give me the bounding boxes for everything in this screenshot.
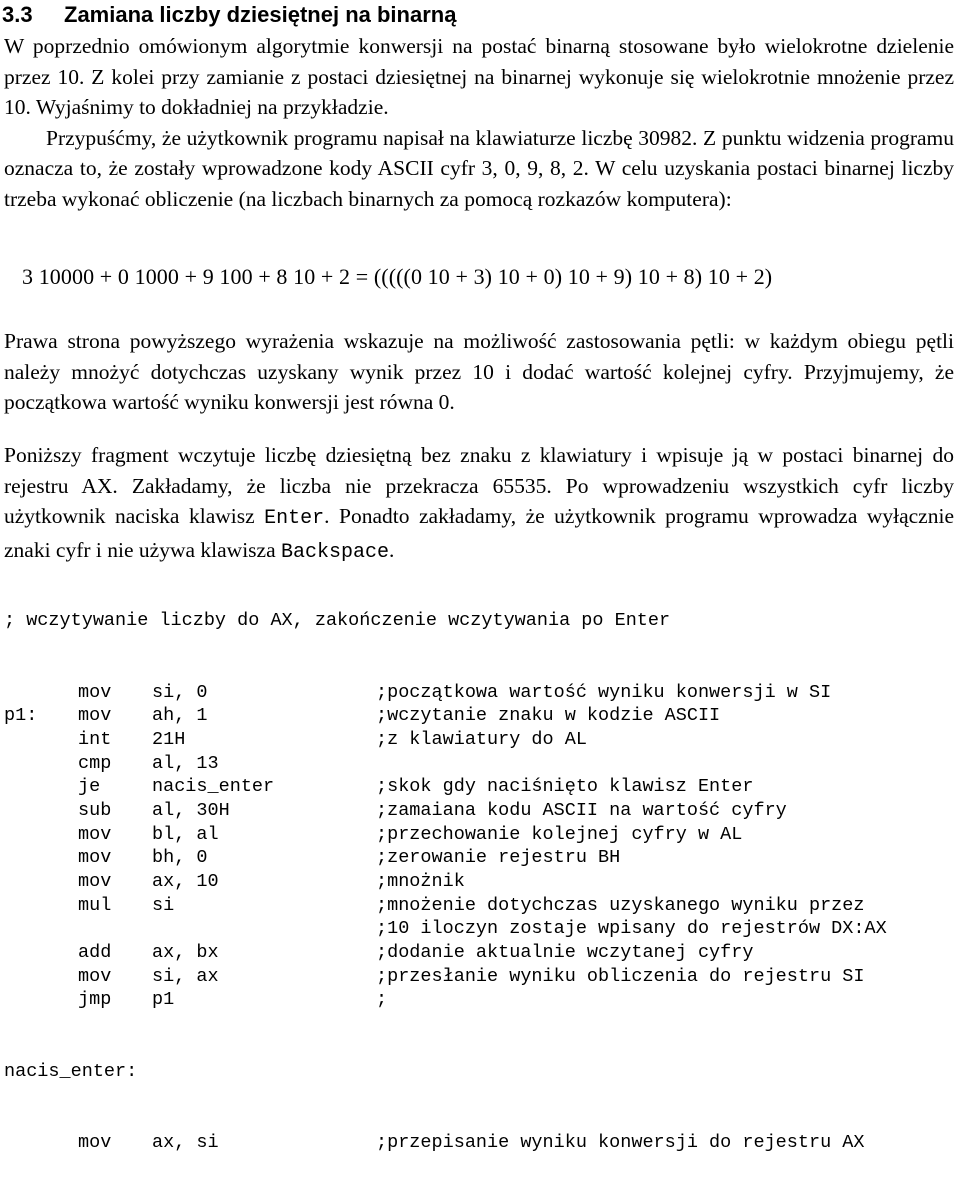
code-comment: ; <box>376 989 388 1011</box>
code-mnemonic: mov <box>78 871 112 892</box>
code-line <box>4 728 887 752</box>
code-mnemonic: mov <box>78 705 112 727</box>
code-operands: si, 0 <box>152 681 208 703</box>
section-number: 3.3 <box>2 2 33 27</box>
code-comment: ;przechowanie kolejnej cyfry w AL <box>376 823 743 845</box>
code-line <box>4 775 887 799</box>
code-line <box>4 965 887 989</box>
code-line <box>4 799 887 823</box>
fragment-text-before-enter: Poniższy fragment wczytuje liczbę dziesiętną bez znaku z klawiatury i wpisuje ją w postaci binarnej do rejestru AX. Zakładamy, że liczba nie przekracza 65535. Po wprowadzeniu wszystkich cyfr liczby użytkownik naciska klawisz <box>4 443 954 529</box>
code-comment: ;z klawiatury do AL <box>376 728 587 750</box>
code-comment: ;mnożnik <box>376 871 465 892</box>
intro-text: W poprzednio omówionym algorytmie konwersji na postać binarną stosowane było wielokrotne dzielenie przez 10. Z kolei przy zamianie z postaci dziesiętnej na binarnej wykonuje się wielokrotnie mnożenie przez 10. Wyjaśnimy to dokładniej na przykładzie. <box>4 34 954 120</box>
code-listing <box>4 562 887 1202</box>
code-mnemonic: cmp <box>78 752 112 774</box>
code-operands: al, 13 <box>152 752 219 774</box>
code-line <box>4 704 887 728</box>
code-mnemonic: mov <box>78 681 112 703</box>
code-mnemonic: mov <box>78 965 112 987</box>
code-operands: nacis_enter <box>152 776 275 798</box>
code-operands: ax, bx <box>152 942 219 964</box>
code-mnemonic: sub <box>78 799 112 821</box>
code-operands: ah, 1 <box>152 705 208 727</box>
code-operands: p1 <box>152 989 175 1011</box>
fragment-paragraph <box>4 440 954 568</box>
formula: 3 10000 + 0 1000 + 9 100 + 8 10 + 2 = (((((0 10 + 3) 10 + 0) 10 + 9) 10 + 8) 10 + 2) <box>22 264 773 289</box>
code-mnemonic: je <box>78 776 101 798</box>
fragment-text-middle: . Ponadto zakładamy, że użytkownik programu wprowadza wyłącznie znaki cyfr i nie używa klawisza <box>4 504 954 562</box>
code-mnemonic: mov <box>78 847 112 869</box>
code-comment: ;zerowanie rejestru BH <box>376 847 621 869</box>
code-operands: bh, 0 <box>152 847 208 869</box>
code-line <box>4 823 887 847</box>
fragment-text-end: . <box>389 537 395 562</box>
code-operands: ax, si <box>152 1131 219 1153</box>
code-mnemonic: mov <box>78 823 112 845</box>
code-operands: si <box>152 894 175 916</box>
code-comment: ;wczytanie znaku w kodzie ASCII <box>376 705 721 727</box>
explanation-paragraph: Prawa strona powyższego wyrażenia wskazuje na możliwość zastosowania pętli: w każdym obiegu pętli należy mnożyć dotychczas uzyskany wynik przez 10 i dodać wartość kolejnej cyfry. Przyjmujemy, że początkowa wartość wyniku konwersji jest równa 0. <box>4 329 954 415</box>
code-line <box>4 681 887 705</box>
section-title: Zamiana liczby dziesiętnej na binarną <box>64 2 457 27</box>
section-heading <box>2 2 456 28</box>
code-comment: ;początkowa wartość wyniku konwersji w SI <box>376 681 832 703</box>
code-comment: ;10 iloczyn zostaje wpisany do rejestrów DX:AX <box>376 918 887 940</box>
code-line <box>4 870 887 894</box>
code-comment: ;mnożenie dotychczas uzyskanego wyniku przez <box>376 894 865 916</box>
code-line <box>4 894 887 918</box>
code-operands: 21H <box>152 728 186 750</box>
code-line <box>4 846 887 870</box>
code-mnemonic: add <box>78 942 112 964</box>
code-comment: ;dodanie aktualnie wczytanej cyfry <box>376 942 754 964</box>
code-comment: ;skok gdy naciśnięto klawisz Enter <box>376 776 754 798</box>
code-label: p1: <box>4 705 38 727</box>
enter-key-name: Enter <box>264 507 325 531</box>
example-text: Przypuśćmy, że użytkownik programu napisał na klawiaturze liczbę 30982. Z punktu widzenia programu oznacza to, że zostały wprowadzone kody ASCII cyfr 3, 0, 9, 8, 2. W celu uzyskania postaci binarnej liczby trzeba wykonać obliczenie (na liczbach binarnych za pomocą rozkazów komputera): <box>4 125 954 211</box>
code-operands: bl, al <box>152 823 219 845</box>
code-line <box>4 941 887 965</box>
code-comment: ;przepisanie wyniku konwersji do rejestru AX <box>376 1131 865 1153</box>
code-mnemonic: int <box>78 728 112 750</box>
code-line <box>4 752 887 776</box>
code-operands: si, ax <box>152 965 219 987</box>
code-end-label: nacis_enter: <box>4 1060 138 1082</box>
code-lines <box>4 681 887 1013</box>
code-line <box>4 988 887 1012</box>
code-line-final <box>4 1131 887 1155</box>
code-mnemonic: mul <box>78 894 112 916</box>
code-comment: ;zamaiana kodu ASCII na wartość cyfry <box>376 799 787 821</box>
backspace-key-name: Backspace <box>281 540 390 564</box>
code-operands: al, 30H <box>152 799 230 821</box>
code-line <box>4 917 887 941</box>
intro-paragraph <box>4 31 954 215</box>
code-mnemonic: jmp <box>78 989 112 1011</box>
code-comment: ;przesłanie wyniku obliczenia do rejestru SI <box>376 965 865 987</box>
code-operands: ax, 10 <box>152 871 219 892</box>
code-header-comment: ; wczytywanie liczby do AX, zakończenie wczytywania po Enter <box>4 610 671 632</box>
code-mnemonic: mov <box>78 1131 112 1153</box>
